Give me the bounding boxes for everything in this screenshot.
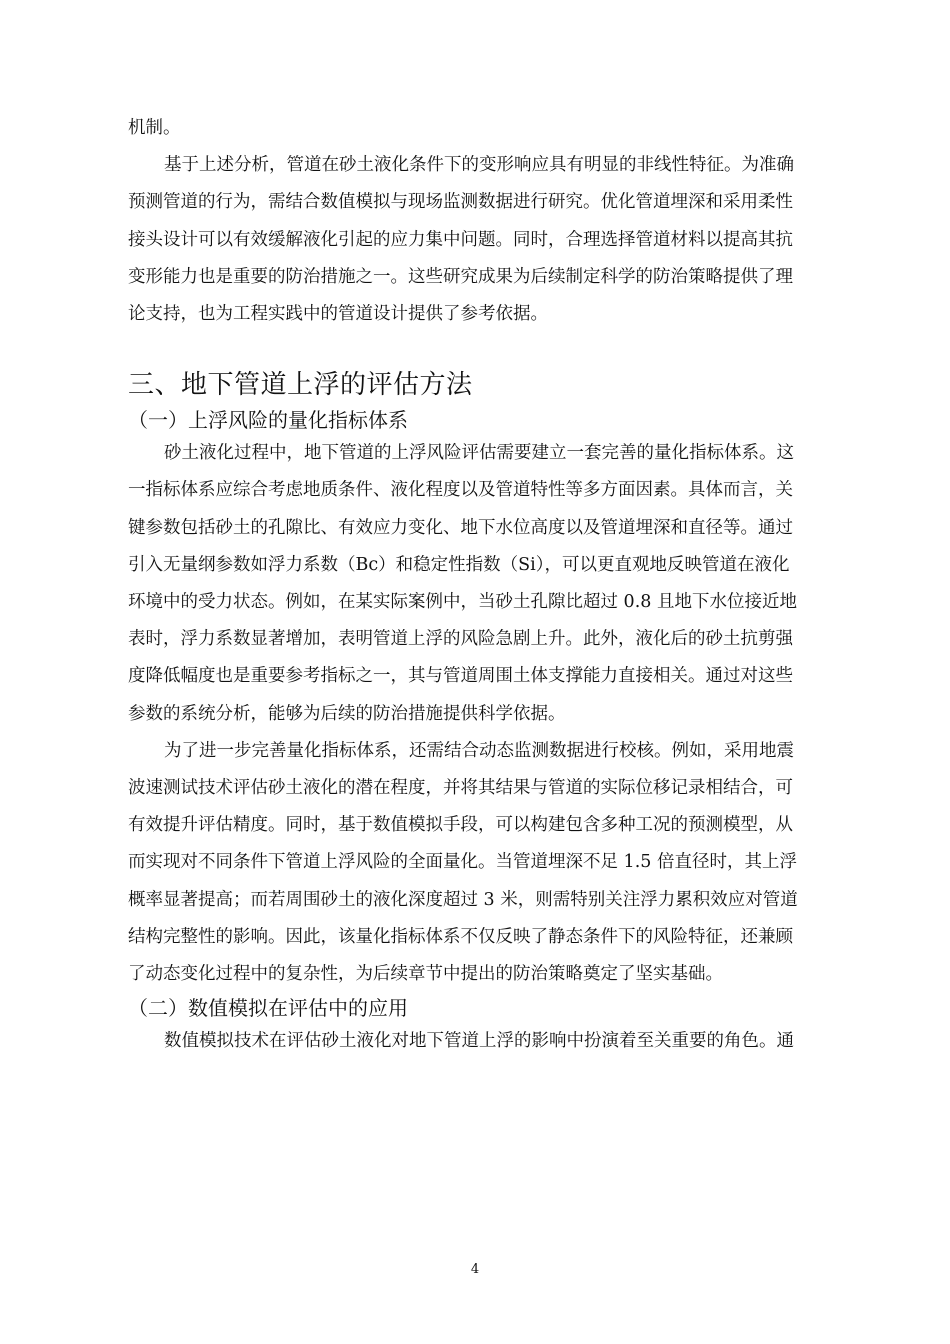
text-line: 砂土液化过程中，地下管道的上浮风险评估需要建立一套完善的量化指标体系。这 [164,443,794,464]
text-line: 键参数包括砂土的孔隙比、有效应力变化、地下水位高度以及管道埋深和直径等。通过 [128,517,793,538]
text-line: 预测管道的行为，需结合数值模拟与现场监测数据进行研究。优化管道埋深和采用柔性 [128,192,793,213]
text-line: 了动态变化过程中的复杂性，为后续章节中提出的防治策略奠定了坚实基础。 [128,964,723,985]
page-body [128,110,860,1060]
text-line: 概率显著提高；而若周围砂土的液化深度超过 3 米，则需特别关注浮力累积效应对管道 [128,889,798,910]
text-line: 度降低幅度也是重要参考指标之一，其与管道周围土体支撑能力直接相关。通过对这些 [128,666,793,687]
text-line: 而实现对不同条件下管道上浮风险的全面量化。当管道埋深不足 1.5 倍直径时，其上浮 [128,852,797,873]
text-line: 波速测试技术评估砂土液化的潜在程度，并将其结果与管道的实际位移记录相结合，可 [128,778,793,799]
text-line: 机制。 [128,118,181,138]
paragraph-indicator-system [128,435,860,733]
subsection-heading-2: （二）数值模拟在评估中的应用 [128,996,408,1021]
text-line: 数值模拟技术在评估砂土液化对地下管道上浮的影响中扮演着至关重要的角色。通 [164,1031,794,1052]
text-line: 引入无量纲参数如浮力系数（Bc）和稳定性指数（Si），可以更直观地反映管道在液化 [128,554,790,575]
text-line: 接头设计可以有效缓解液化引起的应力集中问题。同时，合理选择管道材料以提高其抗 [128,229,793,250]
text-line: 环境中的受力状态。例如，在某实际案例中，当砂土孔隙比超过 0.8 且地下水位接近地 [128,592,797,613]
text-line: 为了进一步完善量化指标体系，还需结合动态监测数据进行校核。例如，采用地震 [164,740,794,761]
text-line: 基于上述分析，管道在砂土液化条件下的变形响应具有明显的非线性特征。为准确 [164,155,794,176]
text-line: 变形能力也是重要的防治措施之一。这些研究成果为后续制定科学的防治策略提供了理 [128,266,793,287]
text-line: 结构完整性的影响。因此，该量化指标体系不仅反映了静态条件下的风险特征，还兼顾 [128,926,793,947]
text-line: 表时，浮力系数显著增加，表明管道上浮的风险急剧上升。此外，液化后的砂土抗剪强 [128,629,793,650]
paragraph-numerical-simulation [128,1023,860,1060]
paragraph-continuation [128,110,860,147]
text-line: 一指标体系应综合考虑地质条件、液化程度以及管道特性等多方面因素。具体而言，关 [128,480,793,501]
paragraph-dynamic-monitoring [128,733,860,993]
page-number: 4 [470,1262,480,1277]
text-line: 有效提升评估精度。同时，基于数值模拟手段，可以构建包含多种工况的预测模型，从 [128,815,793,836]
paragraph-analysis-summary [128,147,860,333]
text-line: 论支持，也为工程实践中的管道设计提供了参考依据。 [128,304,548,325]
text-line: 参数的系统分析，能够为后续的防治措施提供科学依据。 [128,703,566,724]
section-heading: 三、地下管道上浮的评估方法 [128,370,473,401]
subsection-heading-1: （一）上浮风险的量化指标体系 [128,408,408,433]
